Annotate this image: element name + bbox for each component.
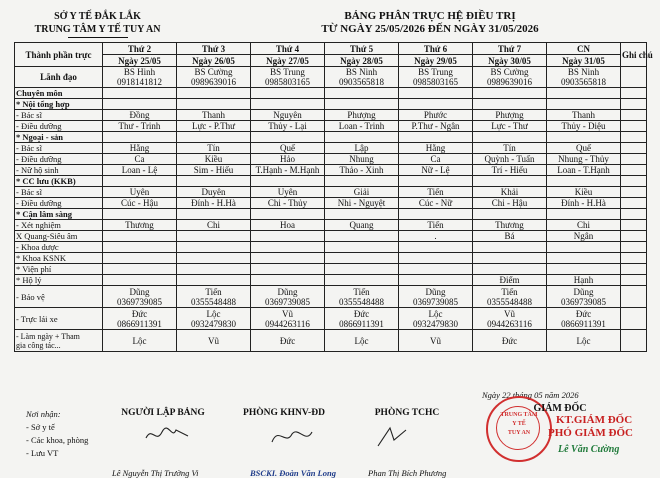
- note-cell: [621, 88, 647, 99]
- duty-cell: Hạnh: [547, 275, 621, 286]
- duty-cell: Quang: [325, 220, 399, 231]
- duty-cell: [547, 99, 621, 110]
- note-cell: [621, 231, 647, 242]
- stamp-text: TUY AN: [507, 430, 531, 436]
- stamp-red-line-2: PHÓ GIÁM ĐỐC: [548, 427, 633, 439]
- duty-cell: [103, 242, 177, 253]
- duty-cell: Cúc - Hậu: [103, 198, 177, 209]
- recipient-item: - Sở y tế: [26, 422, 55, 432]
- day-header: Thứ 2: [103, 43, 177, 55]
- col-header-role: Thành phần trực: [15, 43, 103, 67]
- table-row: [15, 88, 647, 99]
- duty-cell: Thư - Trinh: [103, 121, 177, 132]
- duty-cell: [103, 132, 177, 143]
- duty-cell: [177, 275, 251, 286]
- duty-cell: Tín: [177, 143, 251, 154]
- document-title: [215, 10, 645, 36]
- signature-name: Lê Văn Cường: [558, 444, 620, 455]
- duty-cell: [325, 132, 399, 143]
- duty-cell: [251, 176, 325, 187]
- title-line-2: TỪ NGÀY 25/05/2026 ĐẾN NGÀY 31/05/2026: [321, 23, 539, 35]
- duty-cell: [177, 253, 251, 264]
- note-cell: [621, 121, 647, 132]
- signature-title: NGƯỜI LẬP BẢNG: [121, 408, 205, 418]
- row-label: - Xét nghiệm: [15, 220, 103, 231]
- duty-cell: Dũng 0369739085: [547, 286, 621, 308]
- duty-cell: [325, 209, 399, 220]
- duty-cell: [177, 88, 251, 99]
- duty-cell: Quế: [251, 143, 325, 154]
- duty-cell: Ca: [103, 154, 177, 165]
- duty-cell: [399, 99, 473, 110]
- duty-cell: Chi - Thủy: [251, 198, 325, 209]
- duty-cell: BS Ninh 0903565818: [547, 67, 621, 88]
- table-row: [15, 187, 647, 198]
- duty-cell: P.Thư - Ngân: [399, 121, 473, 132]
- recipients-block: [26, 408, 88, 460]
- signature-name: Lê Nguyễn Thị Trường Vi: [112, 468, 199, 478]
- duty-cell: Quỳnh - Tuấn: [473, 154, 547, 165]
- recipients-title: Nơi nhận:: [26, 409, 61, 419]
- stamp-text: Y TẾ: [512, 421, 526, 427]
- duty-cell: Thanh: [547, 110, 621, 121]
- duty-cell: Loan - Trinh: [325, 121, 399, 132]
- duty-cell: Giải: [325, 187, 399, 198]
- duty-cell: [547, 242, 621, 253]
- duty-cell: Ngân: [547, 231, 621, 242]
- duty-cell: Thủy - Lại: [251, 121, 325, 132]
- note-cell: [621, 143, 647, 154]
- table-row: [15, 275, 647, 286]
- date-header: Ngày 26/05: [177, 55, 251, 67]
- duty-cell: [547, 253, 621, 264]
- duty-cell: Nữ - Lệ: [399, 165, 473, 176]
- duty-cell: Chi: [547, 220, 621, 231]
- duty-cell: BS Hinh 0918141812: [103, 67, 177, 88]
- duty-cell: Dũng 0369739085: [399, 286, 473, 308]
- stamp-text: TRUNG TÂM: [500, 412, 538, 418]
- row-label: * Khoa KSNK: [15, 253, 103, 264]
- duty-cell: BS Cường 0989639016: [473, 67, 547, 88]
- note-cell: [621, 110, 647, 121]
- duty-cell: Thương: [103, 220, 177, 231]
- row-label: Chuyên môn: [15, 88, 103, 99]
- org-header: [10, 10, 185, 38]
- duty-cell: Khải: [473, 187, 547, 198]
- duty-cell: Uyên: [103, 187, 177, 198]
- org-line-2: TRUNG TÂM Y TẾ TUY AN: [34, 24, 161, 35]
- table-row: [15, 253, 647, 264]
- signature-preparer: [112, 408, 208, 478]
- duty-cell: Tiến: [399, 220, 473, 231]
- duty-cell: BS Cường 0989639016: [177, 67, 251, 88]
- duty-cell: [177, 176, 251, 187]
- duty-cell: [103, 253, 177, 264]
- duty-cell: [399, 253, 473, 264]
- duty-cell: [251, 209, 325, 220]
- duty-cell: [399, 275, 473, 286]
- duty-cell: Hảo: [251, 154, 325, 165]
- row-label: * Viện phí: [15, 264, 103, 275]
- duty-cell: Phước: [399, 110, 473, 121]
- duty-cell: Lực - P.Thư: [177, 121, 251, 132]
- duty-cell: Đính - H.Hà: [177, 198, 251, 209]
- duty-cell: .: [399, 231, 473, 242]
- duty-cell: [251, 99, 325, 110]
- duty-cell: [325, 253, 399, 264]
- table-row: [15, 209, 647, 220]
- duty-cell: Hằng: [399, 143, 473, 154]
- duty-cell: [251, 231, 325, 242]
- duty-cell: [399, 88, 473, 99]
- duty-cell: Lộc: [547, 330, 621, 352]
- duty-cell: [177, 242, 251, 253]
- duty-cell: [177, 231, 251, 242]
- duty-cell: Phượng: [325, 110, 399, 121]
- duty-cell: [103, 176, 177, 187]
- duty-cell: [325, 264, 399, 275]
- table-row: [15, 67, 647, 88]
- row-label: - Điều dưỡng: [15, 154, 103, 165]
- day-header: CN: [547, 43, 621, 55]
- day-header: Thứ 6: [399, 43, 473, 55]
- row-label: * Hộ lý: [15, 275, 103, 286]
- duty-cell: [103, 88, 177, 99]
- duty-cell: Ca: [399, 154, 473, 165]
- row-label: * Nội tổng hợp: [15, 99, 103, 110]
- duty-cell: Đức 0866911391: [547, 308, 621, 330]
- day-header: Thứ 3: [177, 43, 251, 55]
- duty-cell: Thương: [473, 220, 547, 231]
- duty-cell: Lập: [325, 143, 399, 154]
- signature-tchc: [362, 408, 452, 478]
- table-row: [15, 308, 647, 330]
- note-cell: [621, 264, 647, 275]
- table-row: [15, 220, 647, 231]
- row-label: - Điều dưỡng: [15, 121, 103, 132]
- duty-cell: [325, 99, 399, 110]
- duty-cell: Điểm: [473, 275, 547, 286]
- note-cell: [621, 330, 647, 352]
- duty-cell: [473, 88, 547, 99]
- duty-cell: Chi: [177, 220, 251, 231]
- row-label: - Điều dưỡng: [15, 198, 103, 209]
- duty-cell: Tiến 0355548488: [325, 286, 399, 308]
- duty-cell: BS Ninh 0903565818: [325, 67, 399, 88]
- duty-cell: Quế: [547, 143, 621, 154]
- duty-cell: Thủy - Diệu: [547, 121, 621, 132]
- table-row: [15, 110, 647, 121]
- duty-cell: Tiến 0355548488: [473, 286, 547, 308]
- duty-cell: [103, 231, 177, 242]
- duty-cell: T.Hạnh - M.Hạnh: [251, 165, 325, 176]
- duty-cell: Lộc: [103, 330, 177, 352]
- duty-cell: [251, 264, 325, 275]
- note-cell: [621, 253, 647, 264]
- duty-cell: [399, 209, 473, 220]
- signature-title: PHÒNG KHNV-ĐD: [243, 408, 325, 418]
- duty-cell: [547, 264, 621, 275]
- duty-cell: [251, 88, 325, 99]
- duty-cell: [399, 242, 473, 253]
- date-header: Ngày 25/05: [103, 55, 177, 67]
- duty-cell: Đồng: [103, 110, 177, 121]
- duty-cell: Đức 0866911391: [103, 308, 177, 330]
- duty-cell: [251, 242, 325, 253]
- note-cell: [621, 286, 647, 308]
- duty-cell: [103, 99, 177, 110]
- stamp-red-line-1: KT.GIÁM ĐỐC: [556, 414, 633, 426]
- duty-cell: Đức: [251, 330, 325, 352]
- signature-director-title: GIÁM ĐỐC: [533, 403, 587, 414]
- duty-cell: [547, 88, 621, 99]
- title-line-1: BẢNG PHÂN TRỰC HỆ ĐIỀU TRỊ: [344, 10, 516, 22]
- duty-cell: Tiến: [399, 187, 473, 198]
- duty-cell: [473, 176, 547, 187]
- handwritten-signature: [266, 424, 316, 448]
- duty-cell: [473, 253, 547, 264]
- duty-cell: [177, 209, 251, 220]
- row-label: - Bác sĩ: [15, 143, 103, 154]
- duty-cell: Tiến 0355548488: [177, 286, 251, 308]
- row-label: Lãnh đạo: [15, 67, 103, 88]
- table-row: [15, 242, 647, 253]
- row-label: - Bảo vệ: [15, 286, 103, 308]
- handwritten-signature: [372, 424, 412, 450]
- duty-cell: [399, 264, 473, 275]
- row-label: - Trực lái xe: [15, 308, 103, 330]
- duty-cell: Trí - Hiếu: [473, 165, 547, 176]
- table-row: [15, 99, 647, 110]
- duty-cell: [325, 242, 399, 253]
- duty-cell: [251, 132, 325, 143]
- duty-cell: [399, 132, 473, 143]
- duty-cell: [103, 209, 177, 220]
- note-cell: [621, 198, 647, 209]
- duty-cell: [177, 132, 251, 143]
- row-label: - Làm ngày + Tham gia công tác...: [15, 330, 103, 352]
- duty-cell: [251, 275, 325, 286]
- duty-cell: Đức: [473, 330, 547, 352]
- duty-cell: Uyên: [251, 187, 325, 198]
- day-header: Thứ 7: [473, 43, 547, 55]
- recipient-item: - Các khoa, phòng: [26, 435, 89, 445]
- table-row: [15, 154, 647, 165]
- table-row: [15, 231, 647, 242]
- duty-cell: [547, 132, 621, 143]
- day-header: Thứ 4: [251, 43, 325, 55]
- duty-cell: Lộc: [325, 330, 399, 352]
- note-cell: [621, 165, 647, 176]
- table-row: [15, 121, 647, 132]
- duty-cell: Chi - Hậu: [473, 198, 547, 209]
- signature-name: BSCKI. Đoàn Văn Long: [250, 468, 336, 478]
- duty-cell: BS Trung 0985803165: [251, 67, 325, 88]
- duty-cell: [103, 264, 177, 275]
- note-cell: [621, 99, 647, 110]
- duty-cell: Lực - Thư: [473, 121, 547, 132]
- duty-cell: Nhung - Thủy: [547, 154, 621, 165]
- duty-cell: [473, 242, 547, 253]
- note-cell: [621, 209, 647, 220]
- duty-cell: Đức 0866911391: [325, 308, 399, 330]
- duty-cell: [325, 176, 399, 187]
- duty-cell: Đính - H.Hà: [547, 198, 621, 209]
- note-cell: [621, 242, 647, 253]
- duty-cell: Loan - T.Hạnh: [547, 165, 621, 176]
- note-cell: [621, 67, 647, 88]
- note-cell: [621, 308, 647, 330]
- row-label: - Khoa dược: [15, 242, 103, 253]
- duty-cell: [399, 176, 473, 187]
- duty-cell: Vũ 0944263116: [251, 308, 325, 330]
- duty-cell: Phượng: [473, 110, 547, 121]
- date-header: Ngày 28/05: [325, 55, 399, 67]
- duty-table: [14, 42, 653, 352]
- duty-cell: [103, 275, 177, 286]
- table-row: [15, 143, 647, 154]
- row-label: X Quang-Siêu âm: [15, 231, 103, 242]
- note-cell: [621, 154, 647, 165]
- recipient-item: - Lưu VT: [26, 448, 59, 458]
- duty-cell: Hằng: [103, 143, 177, 154]
- date-header: Ngày 27/05: [251, 55, 325, 67]
- duty-cell: [473, 264, 547, 275]
- duty-cell: [325, 231, 399, 242]
- note-cell: [621, 176, 647, 187]
- duty-cell: Cúc - Nữ: [399, 198, 473, 209]
- duty-cell: Nhung: [325, 154, 399, 165]
- header-row-days: [15, 43, 647, 55]
- duty-cell: Bá: [473, 231, 547, 242]
- duty-cell: Hoa: [251, 220, 325, 231]
- note-cell: [621, 187, 647, 198]
- duty-cell: Nguyên: [251, 110, 325, 121]
- duty-cell: [473, 132, 547, 143]
- table-row: [15, 330, 647, 352]
- duty-cell: [177, 99, 251, 110]
- duty-cell: Sim - Hiếu: [177, 165, 251, 176]
- duty-cell: Dũng 0369739085: [103, 286, 177, 308]
- duty-cell: Lộc 0932479830: [399, 308, 473, 330]
- duty-cell: Tín: [473, 143, 547, 154]
- row-label: * CC lưu (KKB): [15, 176, 103, 187]
- duty-cell: Vũ 0944263116: [473, 308, 547, 330]
- duty-cell: Thanh: [177, 110, 251, 121]
- org-line-1: SỞ Y TẾ ĐẮK LẮK: [54, 11, 141, 22]
- duty-cell: [325, 88, 399, 99]
- duty-cell: Dũng 0369739085: [251, 286, 325, 308]
- duty-cell: Kiều: [177, 154, 251, 165]
- duty-cell: Loan - Lệ: [103, 165, 177, 176]
- row-label: - Bác sĩ: [15, 187, 103, 198]
- duty-cell: Duyên: [177, 187, 251, 198]
- duty-cell: [547, 209, 621, 220]
- row-label: - Nữ hộ sinh: [15, 165, 103, 176]
- signature-area: [0, 390, 660, 478]
- day-header: Thứ 5: [325, 43, 399, 55]
- duty-cell: Kiều: [547, 187, 621, 198]
- signature-name: Phan Thị Bích Phương: [368, 468, 447, 478]
- date-header: Ngày 30/05: [473, 55, 547, 67]
- table-row: [15, 165, 647, 176]
- table-row: [15, 176, 647, 187]
- duty-cell: [251, 253, 325, 264]
- header-row-dates: [15, 55, 647, 67]
- duty-cell: Vũ: [399, 330, 473, 352]
- duty-cell: [473, 209, 547, 220]
- duty-cell: Nhi - Nguyệt: [325, 198, 399, 209]
- sign-date: Ngày 22 tháng 05 năm 2026: [482, 390, 579, 400]
- table-row: [15, 286, 647, 308]
- duty-cell: [547, 176, 621, 187]
- row-label: * Cận lâm sàng: [15, 209, 103, 220]
- org-underline: [68, 37, 128, 38]
- note-cell: [621, 132, 647, 143]
- duty-cell: Lộc 0932479830: [177, 308, 251, 330]
- duty-cell: [325, 275, 399, 286]
- date-header: Ngày 31/05: [547, 55, 621, 67]
- row-label: - Bác sĩ: [15, 110, 103, 121]
- note-cell: [621, 275, 647, 286]
- table-row: [15, 132, 647, 143]
- table-row: [15, 198, 647, 209]
- duty-cell: BS Trung 0985803165: [399, 67, 473, 88]
- table-row: [15, 264, 647, 275]
- signature-khnv: [234, 408, 336, 478]
- duty-cell: [177, 264, 251, 275]
- handwritten-signature: [142, 424, 192, 446]
- duty-cell: [473, 99, 547, 110]
- date-header: Ngày 29/05: [399, 55, 473, 67]
- table-body: [15, 67, 647, 352]
- signature-title: PHÒNG TCHC: [374, 408, 440, 418]
- duty-cell: Thảo - Xinh: [325, 165, 399, 176]
- row-label: * Ngoại - sản: [15, 132, 103, 143]
- note-cell: [621, 220, 647, 231]
- duty-cell: Vũ: [177, 330, 251, 352]
- col-header-notes: Ghi chú: [621, 43, 647, 67]
